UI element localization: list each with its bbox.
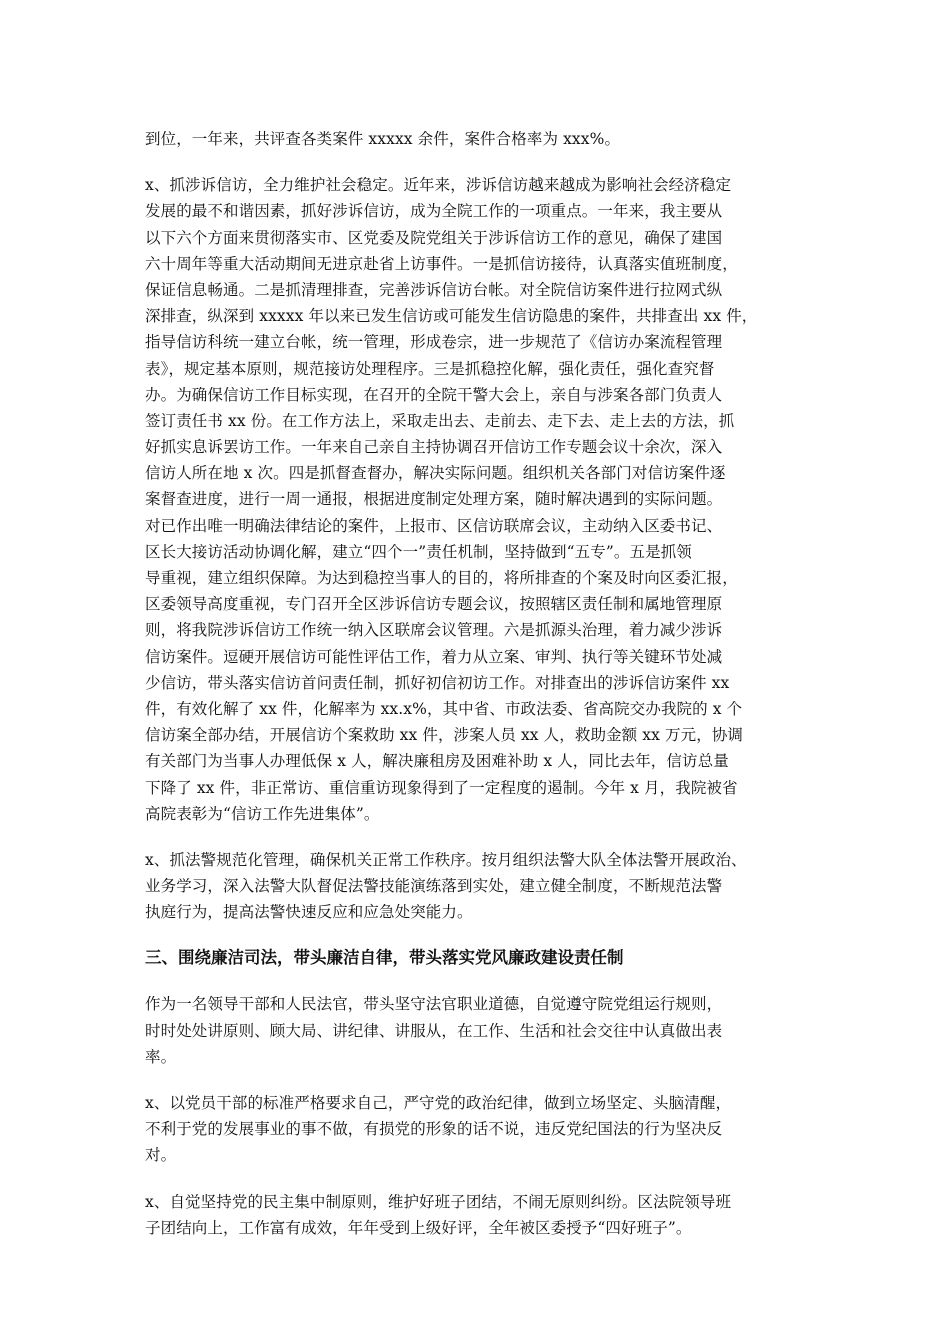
text-line: 好抓实息诉罢访工作。一年来自己亲自主持协调召开信访工作专题会议十余次，深入 (145, 438, 723, 457)
text-line: 高院表彰为“信访工作先进集体”。 (145, 804, 380, 823)
paragraph (145, 847, 820, 926)
text-line: 发展的最不和谐因素，抓好涉诉信访，成为全院工作的一项重点。一年来，我主要从 (145, 202, 723, 221)
section-heading: 三、围绕廉洁司法，带头廉洁自律，带头落实党风廉政建设责任制 (145, 948, 624, 968)
text-line: 区委领导高度重视，专门召开全区涉诉信访专题会议，按照辖区责任制和属地管理原 (145, 595, 723, 614)
text-line: 少信访，带头落实信访首问责任制，抓好初信初访工作。对排查出的涉诉信访案件 xx (145, 673, 730, 692)
text-line: 对已作出唯一明确法律结论的案件，上报市、区信访联席会议，主动纳入区委书记、 (145, 516, 723, 535)
text-line: 表》，规定基本原则，规范接访处理程序。三是抓稳控化解，强化责任，强化查究督 (145, 359, 715, 378)
text-line: 有关部门为当事人办理低保 x 人，解决廉租房及困难补助 x 人，同比去年，信访总量 (145, 752, 729, 771)
text-line: 区长大接访活动协调化解，建立“四个一”责任机制，坚持做到“五专”。五是抓领 (145, 542, 692, 561)
paragraph (145, 1090, 820, 1169)
text-line: 到位，一年来，共评查各类案件 xxxxx 余件，案件合格率为 xxx%。 (145, 130, 621, 148)
text-line: 信访案全部办结，开展信访个案救助 xx 件，涉案人员 xx 人，救助金额 xx 万元，协调 (145, 726, 744, 745)
text-line: x、抓涉诉信访，全力维护社会稳定。近年来，涉诉信访越来越成为影响社会经济稳定 (145, 176, 732, 195)
text-line: 导重视，建立组织保障。为达到稳控当事人的目的，将所排查的个案及时向区委汇报， (145, 569, 738, 587)
text-line: 时时处处讲原则、顾大局、讲纪律、讲服从，在工作、生活和社会交往中认真做出表 (145, 1021, 723, 1040)
text-line: 以下六个方面来贯彻落实市、区党委及院党组关于涉诉信访工作的意见，确保了建国 (145, 228, 723, 247)
paragraph (145, 172, 820, 827)
text-line: x、自觉坚持党的民主集中制原则，维护好班子团结，不闹无原则纠纷。区法院领导班 (145, 1192, 732, 1211)
text-line: 信访人所在地 x 次。四是抓督查督办，解决实际问题。组织机关各部门对信访案件逐 (145, 464, 726, 483)
text-line: 业务学习，深入法警大队督促法警技能演练落到实处，建立健全制度，不断规范法警 (145, 877, 723, 896)
text-line: x、抓法警规范化管理，确保机关正常工作秩序。按月组织法警大队全体法警开展政治、 (145, 850, 747, 869)
paragraph (145, 1189, 820, 1241)
text-line: 深排查，纵深到 xxxxx 年以来已发生信访或可能发生信访隐患的案件，共排查出 xx 件， (145, 307, 758, 326)
text-line: 作为一名领导干部和人民法官，带头坚守法官职业道德，自觉遵守院党组运行规则， (145, 995, 723, 1014)
text-line: x、以党员干部的标准严格要求自己，严守党的政治纪律，做到立场坚定、头脑清醒， (145, 1094, 732, 1112)
text-line: 率。 (145, 1047, 177, 1066)
text-line: 信访案件。逗硬开展信访可能性评估工作，着力从立案、审判、执行等关键环节处减 (145, 647, 723, 666)
paragraph (145, 991, 820, 1070)
text-line: 不利于党的发展事业的事不做，有损党的形象的话不说，违反党纪国法的行为坚决反 (145, 1120, 723, 1139)
text-line: 下降了 xx 件，非正常访、重信重访现象得到了一定程度的遏制。今年 x 月，我院被省 (145, 778, 738, 797)
text-line: 保证信息畅通。二是抓清理排查，完善涉诉信访台帐。对全院信访案件进行拉网式纵 (145, 280, 723, 299)
text-line: 案督查进度，进行一周一通报，根据进度制定处理方案，随时解决遇到的实际问题。 (145, 490, 723, 509)
text-line: 办。为确保信访工作目标实现，在召开的全院干警大会上，亲自与涉案各部门负责人 (145, 385, 723, 404)
text-line: 六十周年等重大活动期间无进京赴省上访事件。一是抓信访接待，认真落实值班制度， (145, 254, 738, 273)
text-line: 执庭行为，提高法警快速反应和应急处突能力。 (145, 903, 473, 922)
paragraph (145, 126, 820, 152)
document-page (145, 126, 820, 1261)
text-line: 则，将我院涉诉信访工作统一纳入区联席会议管理。六是抓源头治理，着力减少涉诉 (145, 621, 723, 640)
text-line: 指导信访科统一建立台帐，统一管理，形成卷宗，进一步规范了《信访办案流程管理 (145, 333, 723, 352)
text-line: 件，有效化解了 xx 件，化解率为 xx.x%，其中省、市政法委、省高院交办我院的 x 个 (145, 699, 743, 718)
text-line: 签订责任书 xx 份。在工作方法上，采取走出去、走前去、走下去、走上去的方法，抓 (145, 411, 735, 430)
text-line: 子团结向上，工作富有成效，年年受到上级好评，全年被区委授予“四好班子”。 (145, 1218, 692, 1237)
text-line: 对。 (145, 1146, 177, 1165)
